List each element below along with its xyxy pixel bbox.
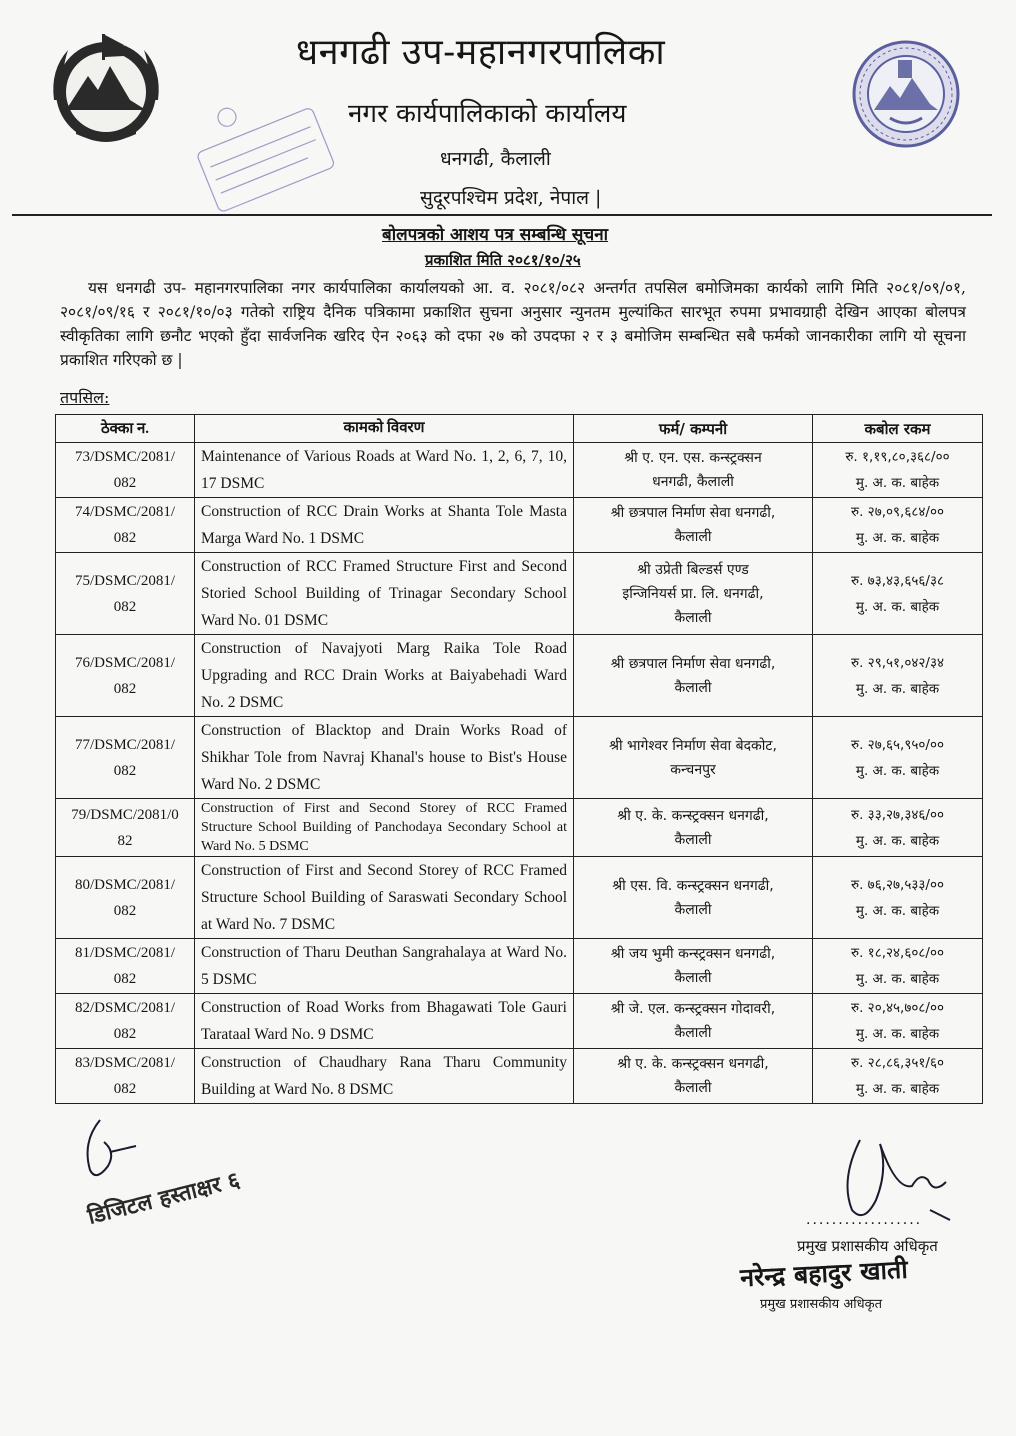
firm-name-line: श्री उप्रेती बिल्डर्स एण्ड	[637, 561, 749, 578]
table-row	[56, 857, 983, 939]
firm-name	[574, 443, 813, 498]
table-row	[56, 939, 983, 994]
firm-name	[574, 994, 813, 1049]
table-row	[56, 799, 983, 857]
header-firm: फर्म/ कम्पनी	[574, 415, 813, 443]
contract-number-line: 73/DSMC/2081/	[74, 449, 176, 465]
bid-amount-line: रु. २८,८६,३५१/६०	[851, 1055, 944, 1071]
firm-name-line: कन्चनपुर	[670, 761, 716, 778]
contract-number	[56, 717, 195, 799]
bid-amount-line: मु. अ. क. बाहेक	[855, 680, 940, 697]
firm-name	[574, 717, 813, 799]
firm-name-line: कैलाली	[674, 529, 712, 545]
municipality-seal-icon	[850, 38, 962, 150]
table-row	[56, 1049, 983, 1104]
firm-name-line: धनगढी, कैलाली	[652, 474, 734, 490]
contract-number-line: 81/DSMC/2081/	[74, 945, 176, 961]
firm-name	[574, 939, 813, 994]
firm-name-line: कैलाली	[674, 970, 712, 986]
officer-title-stamp: प्रमुख प्रशासकीय अधिकृत	[760, 1297, 883, 1312]
firm-name-line: कैलाली	[674, 831, 712, 848]
contract-number-line: 83/DSMC/2081/	[74, 1055, 176, 1071]
table-row	[56, 443, 983, 498]
bid-amount	[813, 939, 983, 994]
notice-title: बोलपत्रको आशय पत्र सम्बन्धि सूचना	[382, 225, 609, 245]
bid-amount-line: मु. अ. क. बाहेक	[855, 530, 940, 546]
header-contract-no: ठेक्का न.	[56, 415, 195, 443]
bid-amount-line: मु. अ. क. बाहेक	[855, 475, 940, 491]
header-amount: कबोल रकम	[813, 415, 983, 443]
bid-amount-line: मु. अ. क. बाहेक	[855, 902, 940, 919]
firm-name-line: श्री छत्रपाल निर्माण सेवा धनगढी,	[610, 505, 776, 521]
contract-number-line: 082	[113, 902, 137, 919]
bid-amount-line: रु. ७६,२७,५३३/००	[851, 876, 944, 893]
work-description: Construction of RCC Drain Works at Shanta Tole Masta Marga Ward No. 1 DSMC	[195, 498, 574, 553]
contract-number-line: 74/DSMC/2081/	[74, 504, 176, 520]
firm-name-line: कैलाली	[674, 901, 712, 918]
bid-amount	[813, 799, 983, 857]
contract-number-line: 082	[113, 971, 137, 987]
firm-name	[574, 1049, 813, 1104]
contract-number-line: 82	[117, 832, 133, 849]
officer-title: प्रमुख प्रशासकीय अधिकृत	[797, 1237, 938, 1255]
notice-body: यस धनगढी उप- महानगरपालिका नगर कार्यपालिका कार्यालयको आ. व. २०८१/०८२ अन्तर्गत तपसिल बमोजिमका कार्यको लागि मिति २०८१/०९/०१, २०८१/०९/१६ र २०८१/१०/०३ गतेको राष्ट्रिय दैनिक पत्रिकामा प्रकाशित सुचना अनुसार न्युनतम मुल्यांकित सारभूत रुपमा प्रभावग्राही देखिन आएका बोलपत्र स्वीकृतिका लागि छनौट भएको हुँदा सार्वजनिक खरिद ऐन २०६३ को दफा २७ को उपदफा २ र ३ बमोजिम सम्बन्धित सबै फर्मको जानकारीका लागि यो सूचना प्रकाशित गरिएको छ |	[60, 279, 966, 369]
contract-number	[56, 994, 195, 1049]
contract-number	[56, 857, 195, 939]
work-description: Construction of Tharu Deuthan Sangrahalaya at Ward No. 5 DSMC	[195, 939, 574, 994]
bid-amount-line: रु. ३३,२७,३४६/००	[851, 806, 944, 823]
table-row	[56, 717, 983, 799]
contract-number-line: 082	[113, 762, 137, 779]
contracts-table	[55, 414, 983, 1104]
left-signature-text: डिजिटल हस्ताक्षर ६	[85, 1167, 243, 1230]
work-description: Maintenance of Various Roads at Ward No. 1, 2, 6, 7, 10, 17 DSMC	[195, 443, 574, 498]
table-row	[56, 635, 983, 717]
bid-amount	[813, 857, 983, 939]
bid-amount	[813, 717, 983, 799]
firm-name-line: श्री ए. के. कन्स्ट्रक्सन धनगढी,	[617, 1056, 769, 1072]
firm-name	[574, 498, 813, 553]
contract-number-line: 082	[113, 475, 137, 491]
contract-number-line: 76/DSMC/2081/	[74, 654, 176, 671]
office-location: धनगढी, कैलाली	[440, 148, 551, 170]
office-subtitle: नगर कार्यपालिकाको कार्यालय	[348, 99, 627, 129]
firm-name-line: श्री ए. के. कन्स्ट्रक्सन धनगढी,	[617, 807, 769, 824]
bid-amount	[813, 443, 983, 498]
firm-name-line: श्री भागेश्वर निर्माण सेवा बेदकोट,	[609, 737, 777, 754]
contract-number-line: 75/DSMC/2081/	[74, 572, 176, 589]
bid-amount	[813, 994, 983, 1049]
bid-amount-line: मु. अ. क. बाहेक	[855, 1026, 940, 1042]
contract-number-line: 082	[113, 1026, 137, 1042]
firm-name-line: कैलाली	[674, 679, 712, 696]
work-description: Construction of Navajyoti Marg Raika Tole Road Upgrading and RCC Drain Works at Baiyabehadi Ward No. 2 DSMC	[195, 635, 574, 717]
notice-published-date: प्रकाशित मिति २०८१/१०/२५	[425, 251, 581, 269]
bid-amount-line: रु. ७३,४३,६५६/३८	[851, 572, 944, 589]
header-divider	[12, 214, 992, 216]
contract-number-line: 082	[113, 530, 137, 546]
firm-name	[574, 799, 813, 857]
contract-number	[56, 799, 195, 857]
bid-amount-line: रु. २७,०९,६८४/००	[851, 504, 944, 520]
office-stamp-icon	[185, 88, 345, 228]
contract-number	[56, 939, 195, 994]
bid-amount-line: रु. १,१९,८०,३६८/००	[845, 449, 950, 465]
firm-name-line: श्री एस. वि. कन्स्ट्रक्सन धनगढी,	[612, 877, 774, 894]
bid-amount-line: मु. अ. क. बाहेक	[855, 598, 940, 615]
contract-number-line: 80/DSMC/2081/	[74, 876, 176, 893]
work-description: Construction of First and Second Storey of RCC Framed Structure School Building of Panchodaya Secondary School at Ward No. 5 DSMC	[195, 799, 574, 857]
tapasil-label: तपसिल:	[60, 388, 110, 407]
table-row	[56, 498, 983, 553]
firm-name	[574, 857, 813, 939]
contract-number-line: 082	[113, 598, 137, 615]
bid-amount-line: मु. अ. क. बाहेक	[855, 971, 940, 987]
firm-name-line: श्री जे. एल. कन्स्ट्रक्सन गोदावरी,	[610, 1001, 776, 1017]
left-signature-icon	[60, 1112, 320, 1232]
bid-amount-line: रु. १८,२४,६०८/००	[851, 945, 944, 961]
office-title: धनगढी उप-महानगरपालिका	[296, 32, 666, 73]
work-description: Construction of RCC Framed Structure First and Second Storied School Building of Trinagar Secondary School Ward No. 01 DSMC	[195, 553, 574, 635]
firm-name-line: श्री ए. एन. एस. कन्स्ट्रक्सन	[624, 450, 762, 466]
contract-number-line: 082	[113, 680, 137, 697]
signature-line: ..................	[806, 1212, 923, 1228]
bid-amount	[813, 553, 983, 635]
officer-name: नरेन्द्र बहादुर खाती	[739, 1254, 909, 1293]
work-description: Construction of Blacktop and Drain Works Road of Shikhar Tole from Navraj Khanal's house to Bist's House Ward No. 2 DSMC	[195, 717, 574, 799]
work-description: Construction of Chaudhary Rana Tharu Community Building at Ward No. 8 DSMC	[195, 1049, 574, 1104]
nepal-emblem-icon	[46, 30, 166, 150]
bid-amount-line: रु. २९,५१,०४२/३४	[851, 654, 944, 671]
firm-name-line: इन्जिनियर्स प्रा. लि. धनगढी,	[622, 585, 764, 602]
contract-number-line: 79/DSMC/2081/0	[71, 806, 179, 823]
firm-name-line: श्री जय भुमी कन्स्ट्रक्सन धनगढी,	[610, 946, 776, 962]
contract-number-line: 82/DSMC/2081/	[74, 1000, 176, 1016]
bid-amount-line: मु. अ. क. बाहेक	[855, 762, 940, 779]
contract-number	[56, 635, 195, 717]
contract-number-line: 77/DSMC/2081/	[74, 736, 176, 753]
firm-name	[574, 635, 813, 717]
bid-amount	[813, 1049, 983, 1104]
work-description: Construction of First and Second Storey of RCC Framed Structure School Building of Saraswati Secondary School at Ward No. 7 DSMC	[195, 857, 574, 939]
bid-amount	[813, 635, 983, 717]
bid-amount-line: मु. अ. क. बाहेक	[855, 832, 940, 849]
table-header-row	[56, 415, 983, 443]
table-row	[56, 553, 983, 635]
bid-amount	[813, 498, 983, 553]
work-description: Construction of Road Works from Bhagawati Tole Gauri Tarataal Ward No. 9 DSMC	[195, 994, 574, 1049]
firm-name-line: श्री छत्रपाल निर्माण सेवा धनगढी,	[610, 655, 776, 672]
bid-amount-line: रु. २७,६५,९५०/००	[851, 736, 944, 753]
firm-name	[574, 553, 813, 635]
firm-name-line: कैलाली	[674, 1025, 712, 1041]
office-province: सुदूरपश्चिम प्रदेश, नेपाल |	[420, 187, 602, 209]
contract-number	[56, 1049, 195, 1104]
firm-name-line: कैलाली	[674, 1080, 712, 1096]
contract-number	[56, 553, 195, 635]
bid-amount-line: मु. अ. क. बाहेक	[855, 1081, 940, 1097]
contract-number	[56, 443, 195, 498]
contract-number	[56, 498, 195, 553]
bid-amount-line: रु. २०,४५,७०८/००	[851, 1000, 944, 1016]
firm-name-line: कैलाली	[674, 609, 712, 626]
contract-number-line: 082	[113, 1081, 137, 1097]
table-row	[56, 994, 983, 1049]
header-description: कामको विवरण	[195, 415, 574, 443]
